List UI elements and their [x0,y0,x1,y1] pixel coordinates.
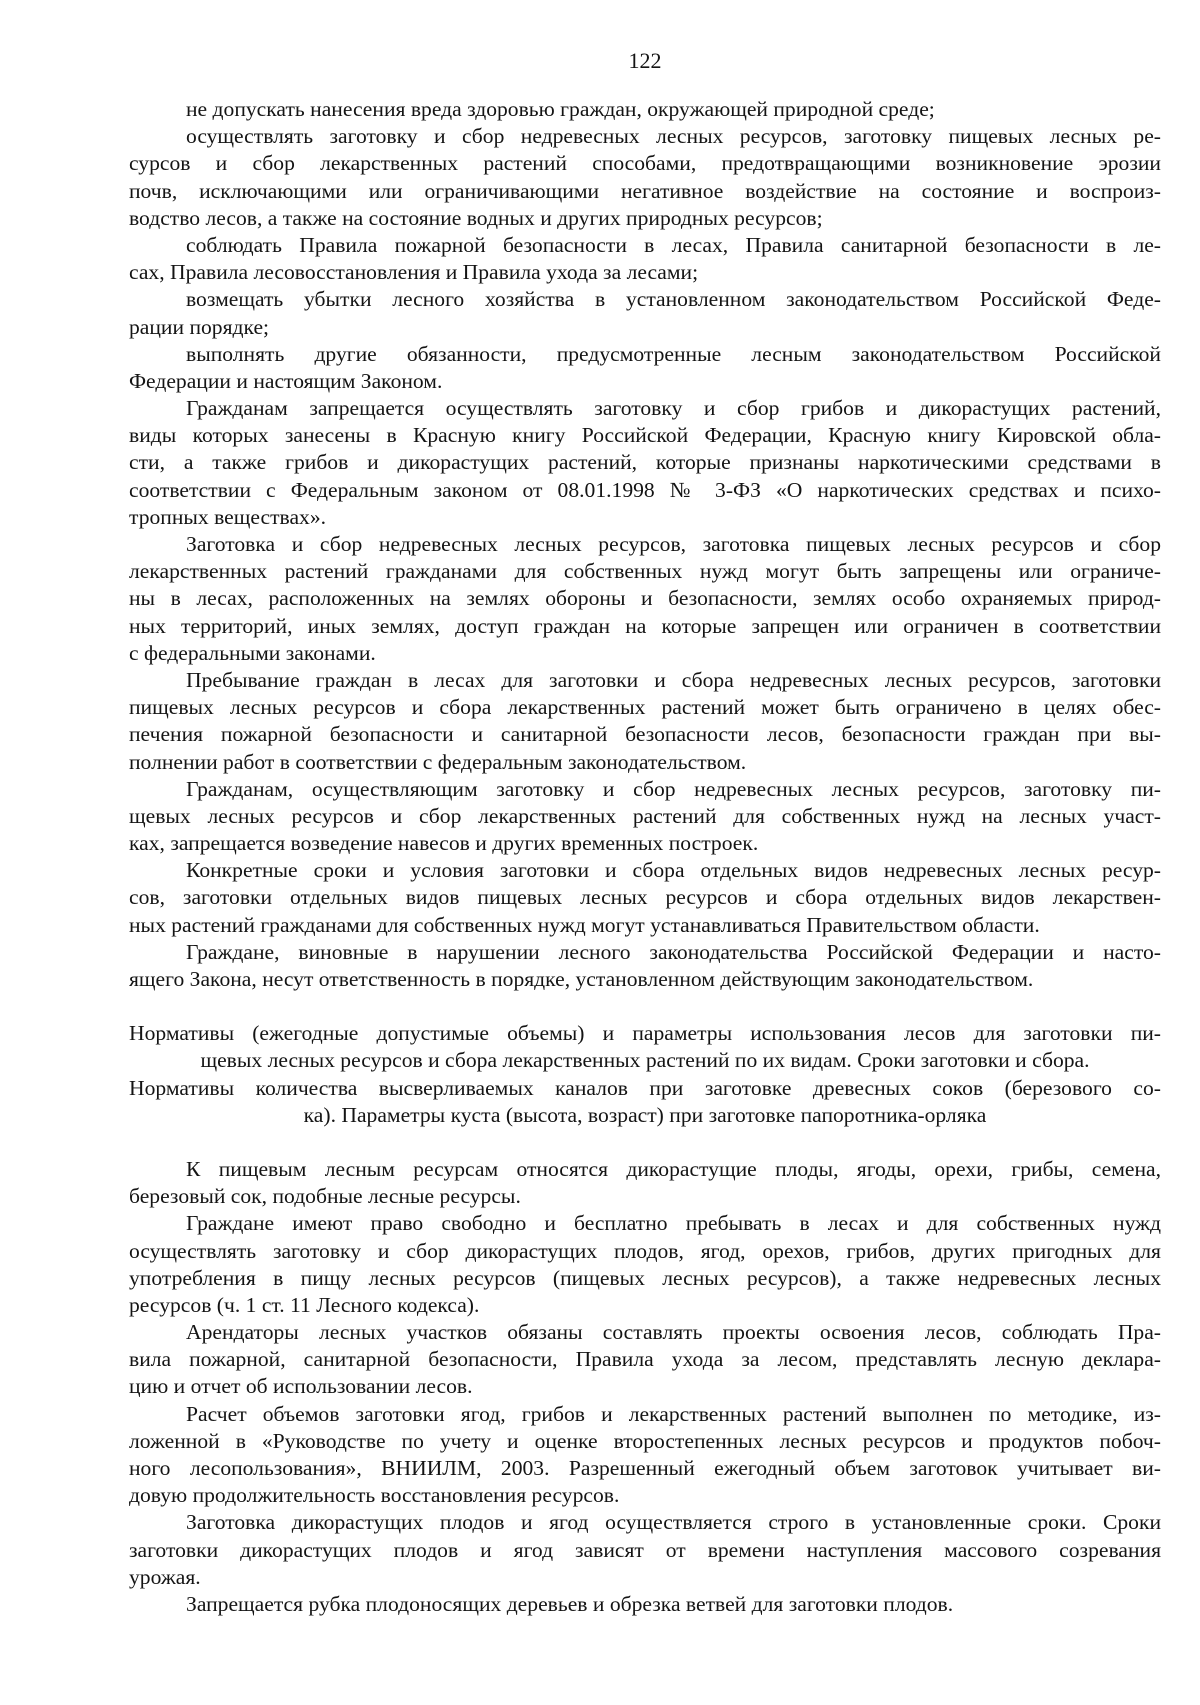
text-line: лекарственных растений гражданами для собственных нужд могут быть запрещены или ограниче- [129,559,1161,584]
paragraph [129,776,1161,858]
text-line: не допускать нанесения вреда здоровью граждан, окружающей природной среде; [186,97,935,121]
paragraph [129,939,1161,993]
text-line: сурсов и сбор лекарственных растений способами, предотвращающими возникновение эрозии [129,151,1161,176]
text-line: соответствии с Федеральным законом от 08.01.1998 № 3-ФЗ «О наркотических средствах и психо- [129,477,1161,502]
text-line: употребления в пищу лесных ресурсов (пищевых лесных ресурсов), а также недревесных лесных [129,1265,1161,1290]
text-line: рации порядке; [129,314,270,339]
heading-line: ка). Параметры куста (высота, возраст) при заготовке папоротника-орляка [303,1102,987,1127]
text-line: ложенной в «Руководстве по учету и оценке второстепенных лесных ресурсов и продуктов побоч- [129,1428,1161,1453]
text-line: ящего Закона, несут ответственность в порядке, установленном действующим законодательством. [129,967,1034,991]
text-line: Граждане имеют право свободно и бесплатно пребывать в лесах и для собственных нужд [186,1211,1161,1236]
text-line: Гражданам, осуществляющим заготовку и сбор недревесных лесных ресурсов, заготовку пи- [186,776,1161,801]
text-line: березовый сок, подобные лесные ресурсы. [129,1184,521,1209]
text-line: Пребывание граждан в лесах для заготовки и сбора недревесных лесных ресурсов, заготовки [186,667,1161,692]
text-line: Заготовка дикорастущих плодов и ягод осуществляется строго в установленные сроки. Сроки [186,1510,1161,1535]
section-heading [129,1020,1161,1129]
text-line: Арендаторы лесных участков обязаны составлять проекты освоения лесов, соблюдать Пра- [186,1320,1161,1345]
text-line: сти, а также грибов и дикорастущих растений, которые признаны наркотическими средствами в [129,450,1161,475]
page-number: 122 [628,48,662,73]
paragraph [129,667,1161,776]
paragraph [129,1509,1161,1591]
text-line: соблюдать Правила пожарной безопасности в лесах, Правила санитарной безопасности в ле- [186,232,1161,257]
paragraph [129,1156,1161,1210]
page-body [129,96,1161,1618]
text-line: К пищевым лесным ресурсам относятся дикорастущие плоды, ягоды, орехи, грибы, семена, [186,1156,1161,1181]
text-line: Конкретные сроки и условия заготовки и сбора отдельных видов недревесных лесных ресур- [186,858,1161,883]
body-text-bottom [129,1156,1161,1618]
paragraph [129,1591,1161,1618]
text-line: ресурсов (ч. 1 ст. 11 Лесного кодекса). [129,1292,480,1317]
text-line: осуществлять заготовку и сбор дикорастущих плодов, ягод, орехов, грибов, других пригодных для [129,1238,1161,1263]
text-line: довую продолжительность восстановления ресурсов. [129,1483,620,1508]
text-line: вила пожарной, санитарной безопасности, Правила ухода за лесом, представлять лесную деклара- [129,1347,1161,1372]
text-line: с федеральными законами. [129,640,376,665]
text-line: ного лесопользования», ВНИИЛМ, 2003. Разрешенный ежегодный объем заготовок учитывает ви- [129,1456,1161,1480]
text-line: Запрещается рубка плодоносящих деревьев и обрезка ветвей для заготовки плодов. [186,1591,954,1616]
text-line: урожая. [129,1564,201,1589]
paragraph [129,531,1161,667]
text-line: полнении работ в соответствии с федеральным законодательством. [129,749,747,774]
body-text-top [129,96,1161,993]
text-line: ках, запрещается возведение навесов и других временных построек. [129,831,759,856]
paragraph [129,123,1161,232]
paragraph [129,341,1161,395]
paragraph [129,232,1161,286]
text-line: Федерации и настоящим Законом. [129,368,443,393]
heading-line: Нормативы (ежегодные допустимые объемы) и параметры использования лесов для заготовки пи- [129,1021,1161,1046]
text-line: тропных веществах». [129,504,327,529]
text-line: Граждане, виновные в нарушении лесного законодательства Российской Федерации и насто- [186,939,1161,964]
text-line: цию и отчет об использовании лесов. [129,1374,473,1399]
paragraph [129,395,1161,531]
text-line: водство лесов, а также на состояние водных и других природных ресурсов; [129,205,823,230]
text-line: Гражданам запрещается осуществлять заготовку и сбор грибов и дикорастущих растений, [186,396,1161,421]
paragraph [129,96,1161,123]
paragraph [129,1210,1161,1319]
text-line: Расчет объемов заготовки ягод, грибов и лекарственных растений выполнен по методике, из- [186,1401,1161,1426]
text-line: заготовки дикорастущих плодов и ягод зависят от времени наступления массового созревания [129,1537,1161,1562]
text-line: печения пожарной безопасности и санитарной безопасности лесов, безопасности граждан при вы- [129,722,1161,747]
text-line: выполнять другие обязанности, предусмотренные лесным законодательством Российской [186,341,1161,366]
text-line: ных территорий, иных землях, доступ граждан на которые запрещен или ограничен в соответствии [129,613,1161,638]
paragraph [129,857,1161,939]
text-line: ных растений гражданами для собственных нужд могут устанавливаться Правительством области. [129,912,1040,937]
paragraph [129,1401,1161,1510]
heading-line: щевых лесных ресурсов и сбора лекарственных растений по их видам. Сроки заготовки и сбора. [200,1048,1090,1073]
text-line: виды которых занесены в Красную книгу Российской Федерации, Красную книгу Кировской обла- [129,423,1161,448]
text-line: возмещать убытки лесного хозяйства в установленном законодательством Российской Феде- [186,287,1161,312]
text-line: осуществлять заготовку и сбор недревесных лесных ресурсов, заготовку пищевых лесных ре- [186,124,1161,149]
text-line: почв, исключающими или ограничивающими негативное воздействие на состояние и воспроиз- [129,178,1161,203]
text-line: щевых лесных ресурсов и сбор лекарственных растений для собственных нужд на лесных участ- [129,803,1161,828]
paragraph [129,286,1161,340]
text-line: сах, Правила лесовосстановления и Правила ухода за лесами; [129,260,699,285]
paragraph [129,1319,1161,1401]
text-line: Заготовка и сбор недревесных лесных ресурсов, заготовка пищевых лесных ресурсов и сбор [186,532,1161,556]
heading-line: Нормативы количества высверливаемых каналов при заготовке древесных соков (березового со- [129,1075,1161,1100]
text-line: ны в лесах, расположенных на землях обороны и безопасности, землях особо охраняемых природ- [129,586,1161,611]
text-line: сов, заготовки отдельных видов пищевых лесных ресурсов и сбора отдельных видов лекарствен- [129,885,1161,910]
text-line: пищевых лесных ресурсов и сбора лекарственных растений может быть ограничено в целях обес- [129,695,1161,720]
